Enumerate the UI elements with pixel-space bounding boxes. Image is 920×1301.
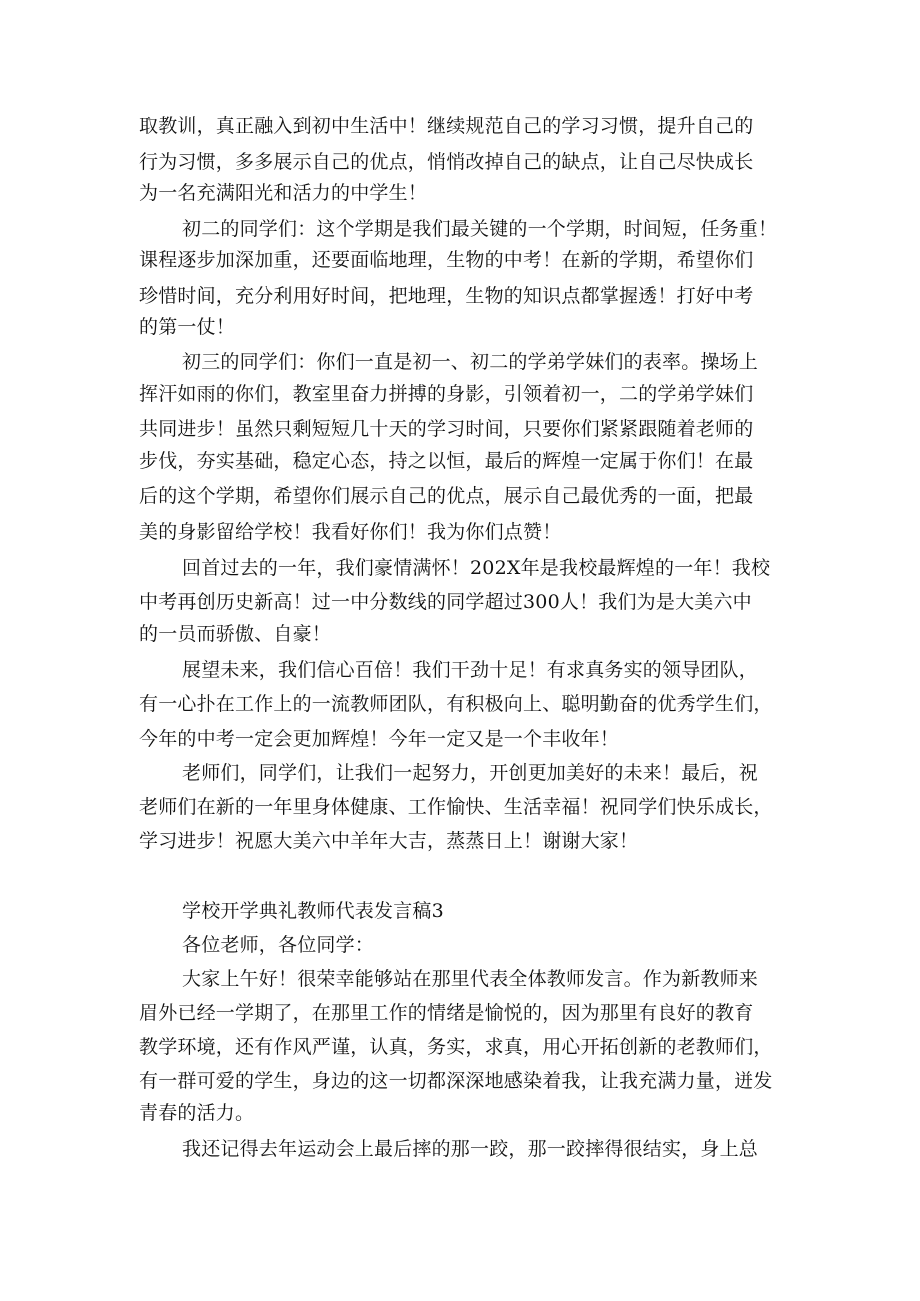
text-line: 我还记得去年运动会上最后摔的那一跤，那一跤摔得很结实，身上总 — [182, 1138, 759, 1160]
text-line: 共同进步！虽然只剩短短几十天的学习时间，只要你们紧紧跟随着老师的 — [139, 418, 754, 440]
text-line: 的一员而骄傲、自豪！ — [139, 623, 332, 645]
text-line: 的第一仗！ — [139, 316, 236, 338]
text-line: 为一名充满阳光和活力的中学生！ — [139, 182, 428, 204]
text-line: 初三的同学们：你们一直是初一、初二的学弟学妹们的表率。操场上 — [182, 351, 759, 373]
text-line: 回首过去的一年，我们豪情满怀！202X年是我校最辉煌的一年！我校 — [182, 557, 771, 579]
text-line: 学习进步！祝愿大美六中羊年大吉，蒸蒸日上！谢谢大家！ — [139, 830, 639, 852]
salutation: 各位老师，各位同学： — [182, 934, 375, 956]
text-line: 眉外已经一学期了，在那里工作的情绪是愉悦的，因为那里有良好的教育 — [139, 1002, 754, 1024]
text-line: 今年的中考一定会更加辉煌！今年一定又是一个丰收年！ — [139, 728, 620, 750]
text-line: 后的这个学期，希望你们展示自己的优点，展示自己最优秀的一面，把最 — [139, 485, 754, 507]
text-line: 课程逐步加深加重，还要面临地理，生物的中考！在新的学期，希望你们 — [139, 249, 754, 271]
text-line: 取教训，真正融入到初中生活中！继续规范自己的学习习惯，提升自己的 — [139, 115, 754, 137]
text-line: 初二的同学们：这个学期是我们最关键的一个学期，时间短，任务重！ — [182, 218, 778, 240]
text-line: 美的身影留给学校！我看好你们！我为你们点赞！ — [139, 521, 562, 543]
text-line: 中考再创历史新高！过一中分数线的同学超过300人！我们为是大美六中 — [139, 591, 752, 613]
text-line: 步伐，夯实基础，稳定心态，持之以恒，最后的辉煌一定属于你们！在最 — [139, 450, 754, 472]
speech-title: 学校开学典礼教师代表发言稿3 — [182, 900, 444, 922]
text-line: 教学环境，还有作风严谨，认真，务实，求真，用心开拓创新的老教师们， — [139, 1036, 773, 1058]
text-line: 行为习惯，多多展示自己的优点，悄悄改掉自己的缺点，让自己尽快成长 — [139, 151, 754, 173]
text-line: 有一心扑在工作上的一流教师团队，有积极向上、聪明勤奋的优秀学生们， — [139, 693, 773, 715]
text-line: 有一群可爱的学生，身边的这一切都深深地感染着我，让我充满力量，迸发 — [139, 1070, 773, 1092]
text-line: 大家上午好！很荣幸能够站在那里代表全体教师发言。作为新教师来 — [182, 968, 759, 990]
text-line: 珍惜时间，充分利用好时间，把地理，生物的知识点都掌握透！打好中考 — [139, 285, 754, 307]
text-line: 老师们，同学们，让我们一起努力，开创更加美好的未来！最后，祝 — [182, 762, 759, 784]
text-line: 青春的活力。 — [139, 1102, 255, 1124]
text-line: 展望未来，我们信心百倍！我们干劲十足！有求真务实的领导团队， — [182, 659, 759, 681]
text-line: 挥汗如雨的你们，教室里奋力拼搏的身影，引领着初一，二的学弟学妹们 — [139, 383, 754, 405]
text-line: 老师们在新的一年里身体健康、工作愉快、生活幸福！祝同学们快乐成长， — [139, 796, 773, 818]
